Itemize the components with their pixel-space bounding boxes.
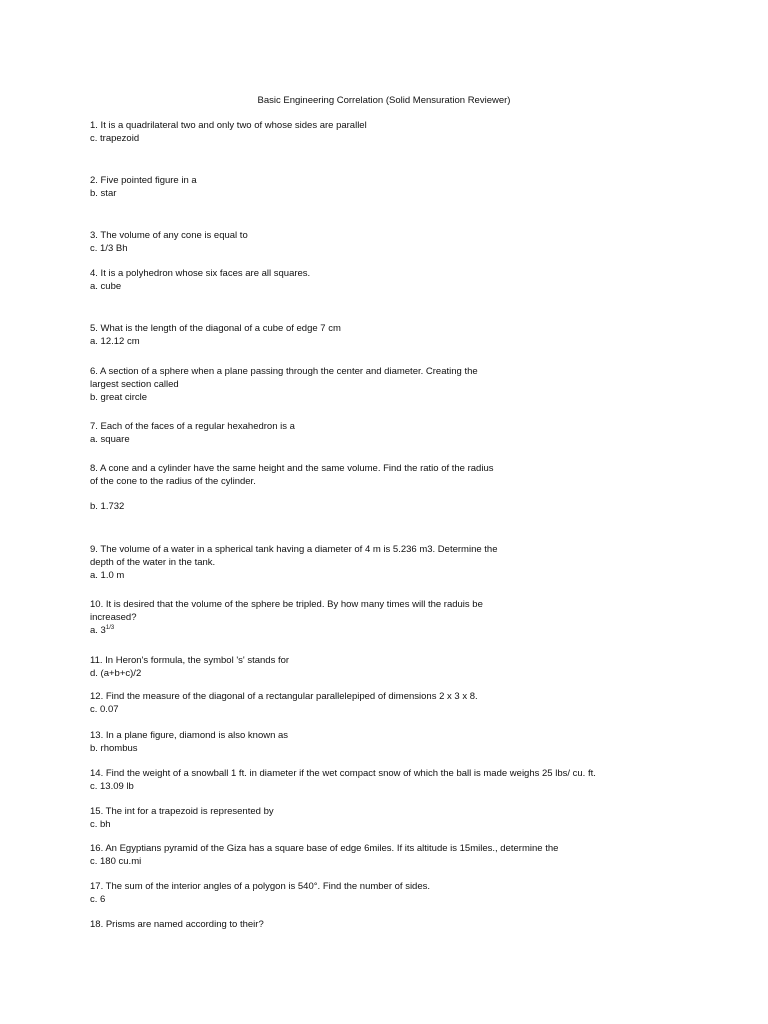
answer-text: c. 1/3 Bh xyxy=(90,243,128,254)
question-11 xyxy=(90,654,510,680)
answer-exponent: 1/3 xyxy=(105,625,115,631)
answer-text: b. great circle xyxy=(90,392,148,403)
question-17 xyxy=(90,880,510,906)
answer-text: d. (a+b+c)/2 xyxy=(90,668,142,679)
question-text: 3. The volume of any cone is equal to xyxy=(90,230,248,241)
question-text: 7. Each of the faces of a regular hexahedron is a xyxy=(90,421,295,432)
question-text: of the cone to the radius of the cylinder. xyxy=(90,476,256,487)
answer-text: c. 180 cu.mi xyxy=(90,856,142,867)
answer-text: b. 1.732 xyxy=(90,501,125,512)
answer-text: b. star xyxy=(90,188,117,199)
question-text: 4. It is a polyhedron whose six faces are all squares. xyxy=(90,268,311,279)
question-text: 12. Find the measure of the diagonal of a rectangular parallelepiped of dimensions 2 x 3 x 8. xyxy=(90,691,478,702)
question-16 xyxy=(90,842,559,868)
question-text: 13. In a plane figure, diamond is also known as xyxy=(90,730,289,741)
question-5 xyxy=(90,322,510,348)
question-text: 5. What is the length of the diagonal of a cube of edge 7 cm xyxy=(90,323,341,334)
answer-text: b. rhombus xyxy=(90,743,138,754)
question-text: 15. The int for a trapezoid is represented by xyxy=(90,806,274,817)
question-text: 11. In Heron's formula, the symbol 's' stands for xyxy=(90,655,290,666)
question-4 xyxy=(90,267,510,293)
question-2 xyxy=(90,174,510,200)
question-text: 14. Find the weight of a snowball 1 ft. in diameter if the wet compact snow of which the ball is made weighs 25 lbs/ cu. ft. xyxy=(90,768,596,779)
answer-text xyxy=(90,624,510,637)
question-text: largest section called xyxy=(90,379,179,390)
answer-text: c. trapezoid xyxy=(90,133,140,144)
question-3 xyxy=(90,229,510,255)
question-15 xyxy=(90,805,510,831)
question-text: 16. An Egyptians pyramid of the Giza has a square base of edge 6miles. If its altitude is 15miles., determine the xyxy=(90,843,559,854)
question-18 xyxy=(90,918,510,931)
question-text: 8. A cone and a cylinder have the same height and the same volume. Find the ratio of the radius xyxy=(90,463,494,474)
answer-text: c. 0.07 xyxy=(90,704,119,715)
question-text: 10. It is desired that the volume of the sphere be tripled. By how many times will the raduis be xyxy=(90,599,483,610)
answer-text: a. square xyxy=(90,434,130,445)
question-9 xyxy=(90,543,510,582)
question-6 xyxy=(90,365,510,404)
document-title: Basic Engineering Correlation (Solid Mensuration Reviewer) xyxy=(257,95,511,106)
answer-text: c. 13.09 lb xyxy=(90,781,134,792)
answer-text: c. 6 xyxy=(90,894,106,905)
question-14 xyxy=(90,767,596,793)
question-text: 6. A section of a sphere when a plane passing through the center and diameter. Creating the xyxy=(90,366,478,377)
answer-base: a. 3 xyxy=(90,625,106,636)
question-text: depth of the water in the tank. xyxy=(90,557,216,568)
question-text: 9. The volume of a water in a spherical tank having a diameter of 4 m is 5.236 m3. Determine the xyxy=(90,544,498,555)
question-text: 2. Five pointed figure in a xyxy=(90,175,197,186)
question-10 xyxy=(90,598,510,637)
question-8 xyxy=(90,462,510,513)
answer-text: c. bh xyxy=(90,819,111,830)
question-text: 18. Prisms are named according to their? xyxy=(90,919,264,930)
question-7 xyxy=(90,420,510,446)
question-1 xyxy=(90,119,510,145)
question-12 xyxy=(90,690,510,716)
question-13 xyxy=(90,729,510,755)
answer-text: a. 1.0 m xyxy=(90,570,125,581)
question-text: 1. It is a quadrilateral two and only two of whose sides are parallel xyxy=(90,120,367,131)
answer-text: a. 12.12 cm xyxy=(90,336,140,347)
question-text: increased? xyxy=(90,612,137,623)
question-text: 17. The sum of the interior angles of a polygon is 540°. Find the number of sides. xyxy=(90,881,431,892)
answer-text: a. cube xyxy=(90,281,122,292)
